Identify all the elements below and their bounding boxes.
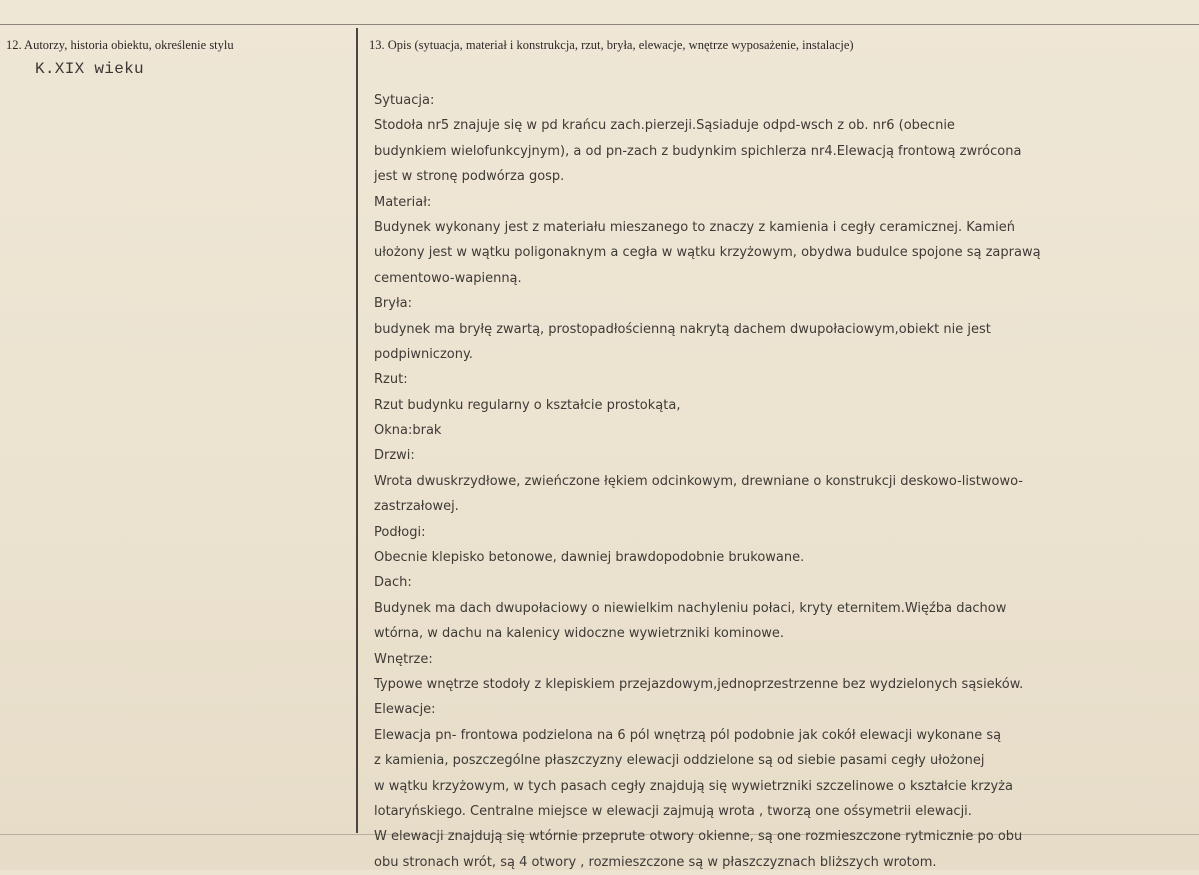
- column-divider: [356, 28, 358, 833]
- description-line: budynek ma bryłę zwartą, prostopadłościenną nakrytą dachem dwupołaciowym,obiekt nie jest: [374, 321, 991, 337]
- description-line: wtórna, w dachu na kalenicy widoczne wywietrzniki kominowe.: [374, 626, 785, 642]
- description-line: Elewacja pn- frontowa podzielona na 6 pól wnętrzą pól podobnie jak cokół elewacji wykonane są: [374, 727, 1002, 743]
- description-line: Drzwi:: [374, 448, 415, 464]
- description-line: z kamienia, poszczególne płaszczyzny elewacji oddzielone są od siebie pasami cegły ułożonej: [374, 753, 985, 769]
- description-line: podpiwniczony.: [374, 346, 473, 362]
- description-line: obu stronach wrót, są 4 otwory , rozmieszczone są w płaszczyznach bliższych wrotom.: [374, 854, 937, 870]
- description-line: ułożony jest w wątku poligonaknym a cegła w wątku krzyżowym, obydwa budulce spojone są zaprawą: [374, 245, 1041, 261]
- description-line: w wątku krzyżowym, w tych pasach cegły znajdują się wywietrzniki szczelinowe o kształcie krzyża: [374, 778, 1013, 794]
- description-line: lotaryńskiego. Centralne miejsce w elewacji zajmują wrota , tworzą one ośsymetrii elewacji.: [374, 803, 972, 819]
- description-line: Stodoła nr5 znajuje się w pd krańcu zach.pierzeji.Sąsiaduje odpd-wsch z ob. nr6 (obecnie: [374, 118, 955, 134]
- description-line: Podłogi:: [374, 524, 426, 540]
- description-line: Budynek ma dach dwupołaciowy o niewielkim nachyleniu połaci, kryty eternitem.Więźba dachow: [374, 600, 1007, 616]
- description-line: Rzut:: [374, 372, 408, 388]
- top-rule: [0, 24, 1199, 25]
- description-line: budynkiem wielofunkcyjnym), a od pn-zach z budynkim spichlerza nr4.Elewacją frontową zwrócona: [374, 143, 1022, 159]
- field-12-value: K.XIX wieku: [35, 60, 144, 78]
- field-13-description: [374, 88, 1174, 875]
- description-line: Typowe wnętrze stodoły z klepiskiem przejazdowym,jednoprzestrzenne bez wydzielonych sąsieków.: [374, 676, 1024, 692]
- description-line: Dach:: [374, 575, 412, 591]
- description-line: Rzut budynku regularny o kształcie prostokąta,: [374, 397, 681, 413]
- description-line: W elewacji znajdują się wtórnie przeprute otwory okienne, są one rozmieszczone rytmicznie po obu: [374, 829, 1023, 845]
- description-line: Elewacje:: [374, 702, 436, 718]
- field-13-heading: 13. Opis (sytuacja, materiał i konstrukcja, rzut, bryła, elewacje, wnętrze wyposażenie, instalacje): [369, 38, 854, 52]
- description-line: Bryła:: [374, 296, 412, 312]
- description-line: zastrzałowej.: [374, 499, 459, 515]
- description-line: Wnętrze:: [374, 651, 433, 667]
- description-line: jest w stronę podwórza gosp.: [374, 169, 565, 185]
- description-line: Materiał:: [374, 194, 432, 210]
- description-line: Obecnie klepisko betonowe, dawniej brawdopodobnie brukowane.: [374, 550, 805, 566]
- description-line: cementowo-wapienną.: [374, 270, 522, 286]
- field-12-heading: 12. Autorzy, historia obiektu, określenie stylu: [6, 38, 234, 52]
- description-line: Sytuacja:: [374, 93, 435, 108]
- description-line: Budynek wykonany jest z materiału mieszanego to znaczy z kamienia i cegły ceramicznej. Kamień: [374, 219, 1016, 235]
- description-line: Okna:brak: [374, 423, 442, 439]
- description-line: Wrota dwuskrzydłowe, zwieńczone łękiem odcinkowym, drewniane o konstrukcji deskowo-listwowo-: [374, 473, 1023, 489]
